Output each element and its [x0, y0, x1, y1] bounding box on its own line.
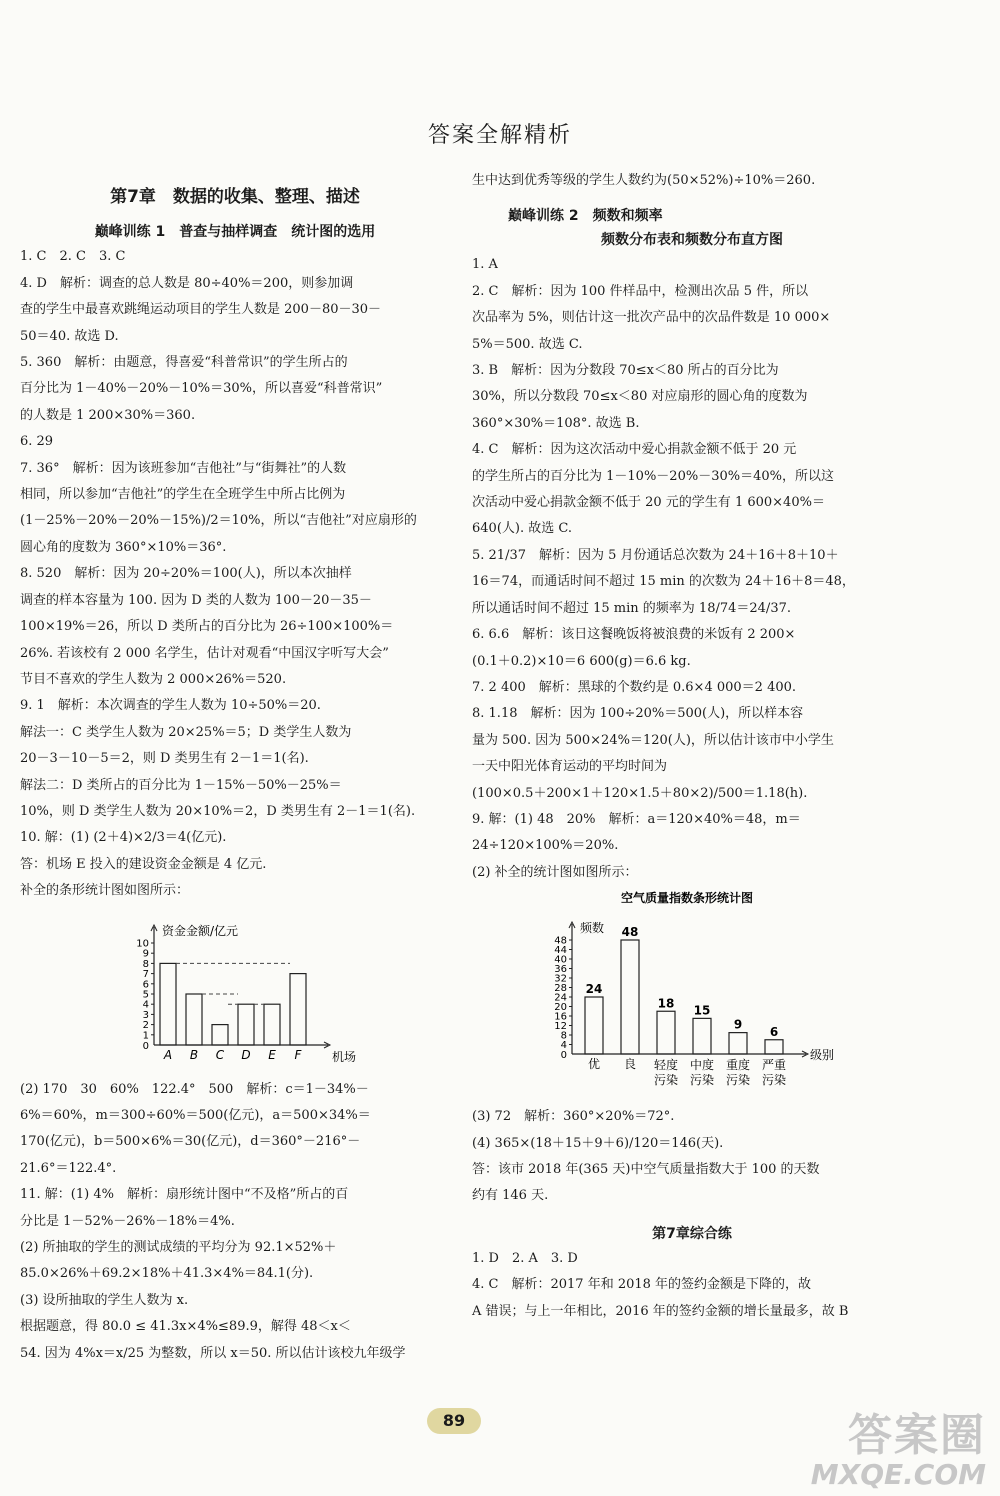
section-heading-2: 巅峰训练 2 频数和频率 [508, 208, 663, 225]
y-tick-label: 36 [554, 964, 567, 976]
y-tick-label: 8 [142, 958, 149, 970]
answer-line: 9. 1 解析：本次调查的学生人数为 10÷50%＝20. [20, 698, 321, 714]
answer-line: 21.6°＝122.4°. [20, 1160, 117, 1176]
y-tick-label: 2 [142, 1019, 149, 1031]
right-column [472, 168, 912, 1325]
answer-line: 约有 146 天. [472, 1188, 549, 1204]
right-end-lines [472, 1246, 912, 1325]
answer-line: 1. D 2. A 3. D [472, 1250, 578, 1266]
answer-line: 20－3－10－5＝2，则 D 类男生有 2－1＝1(名). [20, 751, 309, 767]
right-answer-lines-after [472, 1104, 912, 1210]
answer-line: 360°×30%＝108°. 故选 B. [472, 415, 640, 431]
answer-line: 6. 6.6 解析：该日这餐晚饭将被浪费的米饭有 2 200× [472, 627, 796, 643]
y-tick-label: 44 [554, 945, 567, 957]
answer-line: 的人数是 1 200×30%＝360. [20, 407, 196, 423]
answer-line: 分比是 1－52%－26%－18%＝4%. [20, 1213, 235, 1229]
y-tick-label: 10 [136, 938, 149, 950]
data-label: 24 [585, 982, 603, 997]
x-tick-label: 污染 [725, 1073, 751, 1088]
watermark-line1: 答案圈 [848, 1410, 986, 1461]
answer-line: 量为 500. 因为 500×24%＝120(人)，所以估计该市中小学生 [472, 732, 834, 748]
answer-line: 节目不喜欢的学生人数为 2 000×26%＝520. [20, 671, 287, 687]
y-tick-label: 3 [142, 1009, 149, 1021]
answer-line: 30%，所以分数段 70≤x＜80 对应扇形的圆心角的度数为 [472, 389, 808, 405]
answer-line: 2. C 解析：因为 100 件样品中，检测出次品 5 件，所以 [472, 283, 809, 299]
chart-title: 空气质量指数条形统计图 [620, 891, 754, 906]
right-top-lines [472, 168, 912, 194]
watermark-logo [811, 1412, 986, 1490]
x-tick-label: F [294, 1047, 302, 1062]
x-axis-label: 机场 [332, 1049, 357, 1064]
data-label: 9 [733, 1017, 743, 1032]
answer-line: 7. 2 400 解析：黑球的个数约是 0.6×4 000＝2 400. [472, 679, 797, 695]
answer-line: (100×0.5＋200×1＋120×1.5＋80×2)/500＝1.18(h). [472, 785, 808, 801]
answer-line: 3. B 解析：因为分数段 70≤x＜80 所占的百分比为 [472, 363, 779, 379]
answer-line: 调查的样本容量为 100. 因为 D 类的人数为 100－20－35－ [20, 592, 372, 608]
answer-line: 9. 解：(1) 48 20% 解析：a＝120×40%＝48，m＝ [472, 811, 801, 827]
bar [290, 973, 306, 1044]
answer-line: (3) 72 解析：360°×20%＝72°. [472, 1109, 675, 1125]
x-tick-label: 优 [587, 1057, 601, 1072]
answer-line: 10%，则 D 类学生人数为 20×10%＝2，D 类男生有 2－1＝1(名). [20, 803, 416, 819]
x-tick-label: 中度 [689, 1058, 715, 1073]
x-tick-label: 污染 [653, 1073, 679, 1088]
answer-line: 1. A [472, 257, 498, 273]
bar [729, 1033, 747, 1054]
answer-line: 5%＝500. 故选 C. [472, 336, 583, 352]
bar [657, 1011, 675, 1054]
bar [238, 1004, 254, 1045]
answer-line: 1. C 2. C 3. C [20, 249, 126, 265]
answer-line: 5. 21/37 解析：因为 5 月份通话总次数为 24＋16＋8＋10＋ [472, 547, 839, 563]
y-tick-label: 4 [560, 1040, 567, 1052]
answer-line: 生中达到优秀等级的学生人数约为(50×52%)÷10%＝260. [472, 173, 816, 188]
x-tick-label: A [163, 1047, 173, 1062]
y-tick-label: 40 [554, 954, 567, 966]
x-tick-label: 轻度 [653, 1058, 679, 1073]
answer-line: 次品率为 5%，则估计这一批次产品中的次品件数是 10 000× [472, 310, 831, 326]
answer-line: (3) 设所抽取的学生人数为 x. [20, 1292, 189, 1308]
answer-line: (2) 所抽取的学生的测试成绩的平均分为 92.1×52%＋ [20, 1240, 337, 1255]
answer-line: 16＝74，而通话时间不超过 15 min 的次数为 24＋16＋8＝48， [472, 574, 855, 590]
bar [160, 963, 176, 1045]
answer-line: 所以通话时间不超过 15 min 的频率为 18/74＝24/37. [472, 600, 791, 616]
bar [693, 1019, 711, 1055]
answer-line: 6. 29 [20, 434, 54, 450]
y-tick-label: 7 [142, 968, 149, 980]
y-tick-label: 5 [142, 989, 149, 1001]
y-tick-label: 9 [142, 948, 149, 960]
answer-line: 54. 因为 4%x＝x/25 为整数，所以 x＝50. 所以估计该校九年级学 [20, 1345, 406, 1361]
answer-line: 100×19%＝26，所以 D 类所占的百分比为 26÷100×100%＝ [20, 619, 394, 635]
page-title: 答案全解精析 [427, 123, 572, 148]
bar [212, 1024, 228, 1044]
answer-line: 640(人). 故选 C. [472, 521, 572, 537]
answer-line: 4. D 解析：调查的总人数是 80÷40%＝200，则参加调 [20, 275, 354, 291]
answer-line: 次活动中爱心捐款金额不低于 20 元的学生有 1 600×40%＝ [472, 495, 825, 511]
answer-line: 解法二：D 类所占的百分比为 1－15%－50%－25%＝ [20, 777, 342, 793]
answer-line: 查的学生中最喜欢跳绳运动项目的学生人数是 200－80－30－ [20, 302, 382, 318]
answer-line: 85.0×26%＋69.2×18%＋41.3×4%＝84.1(分). [20, 1266, 314, 1282]
answer-line: 圆心角的度数为 360°×10%＝36°. [20, 539, 227, 555]
x-tick-label: 严重 [761, 1058, 787, 1073]
x-tick-label: 良 [623, 1057, 637, 1072]
y-tick-label: 1 [142, 1029, 149, 1041]
bar [621, 940, 639, 1054]
answer-line: 11. 解：(1) 4% 解析：扇形统计图中“不及格”所占的百 [20, 1187, 349, 1203]
x-tick-label: 重度 [725, 1058, 751, 1073]
answer-line: 的学生所占的百分比为 1－10%－20%－30%＝40%，所以这 [472, 468, 834, 484]
section-heading-2-sub: 频数分布表和频数分布直方图 [601, 232, 783, 249]
bar [186, 994, 202, 1045]
answer-line: 7. 36° 解析：因为该班参加“吉他社”与“街舞社”的人数 [20, 460, 347, 476]
y-axis-label: 资金金额/亿元 [162, 923, 239, 938]
y-tick-label: 24 [554, 992, 567, 1004]
y-tick-label: 48 [554, 935, 567, 947]
y-axis-label: 频数 [580, 921, 605, 936]
y-tick-label: 8 [560, 1030, 567, 1042]
answer-line: 10. 解：(1) (2＋4)×2/3＝4(亿元). [20, 830, 227, 846]
data-label: 18 [657, 996, 675, 1011]
answer-line: 答：机场 E 投入的建设资金金额是 4 亿元. [20, 856, 267, 872]
y-tick-label: 12 [554, 1021, 567, 1033]
answer-line: 答：该市 2018 年(365 天)中空气质量指数大于 100 的天数 [472, 1161, 820, 1177]
x-tick-label: 污染 [689, 1073, 715, 1088]
answer-line: 补全的条形统计图如图所示： [20, 883, 190, 899]
answer-line: (2) 补全的统计图如图所示： [472, 864, 638, 880]
answer-line: 26%. 若该校有 2 000 名学生，估计对观看“中国汉字听写大会” [20, 645, 389, 661]
answer-line: (4) 365×(18＋15＋9＋6)/120＝146(天). [472, 1135, 724, 1151]
origin-label: 0 [142, 1040, 149, 1052]
right-answer-lines [472, 252, 912, 886]
answer-line: (1－25%－20%－20%－15%)/2＝10%，所以“吉他社”对应扇形的 [20, 513, 417, 529]
data-label: 48 [621, 925, 639, 940]
y-tick-label: 20 [554, 1002, 567, 1014]
x-tick-label: 污染 [761, 1073, 787, 1088]
answer-line: (2) 170 30 60% 122.4° 500 解析：c＝1－34%－ [20, 1081, 369, 1097]
answer-line: 百分比为 1－40%－20%－10%＝30%，所以喜爱“科普常识” [20, 381, 383, 397]
x-tick-label: E [268, 1047, 276, 1062]
answer-line: 一天中阳光体育运动的平均时间为 [472, 759, 668, 775]
data-label: 15 [693, 1003, 711, 1018]
y-tick-label: 4 [142, 999, 149, 1011]
x-tick-label: D [241, 1047, 251, 1062]
watermark-line2: MXQE.COM [810, 1458, 986, 1491]
left-answer-lines-after [20, 1077, 450, 1367]
funding-bar-chart [110, 913, 357, 1073]
section-heading-3: 第7章综合练 [652, 1225, 732, 1242]
page-number: 89 [427, 1408, 481, 1434]
answer-line: 4. C 解析：2017 年和 2018 年的签约金额是下降的，故 [472, 1277, 812, 1293]
answer-line: 相同，所以参加“吉他社”的学生在全班学生中所占比例为 [20, 487, 346, 503]
origin-label: 0 [560, 1050, 567, 1062]
y-tick-label: 28 [554, 983, 567, 995]
y-tick-label: 32 [554, 973, 567, 985]
bar [264, 1004, 280, 1045]
answer-line: 24÷120×100%＝20%. [472, 838, 619, 854]
answer-line: 50＝40. 故选 D. [20, 328, 119, 344]
y-tick-label: 6 [142, 978, 149, 990]
left-column [20, 180, 450, 1367]
answer-line: 170(亿元)，b＝500×6%＝30(亿元)，d＝360°－216°－ [20, 1134, 361, 1150]
answer-line: A 错误；与上一年相比，2016 年的签约金额的增长量最多，故 B [472, 1303, 849, 1319]
chapter-heading: 第7章 数据的收集、整理、描述 [110, 187, 360, 207]
data-label: 6 [769, 1024, 779, 1039]
left-answer-lines [20, 244, 450, 904]
answer-line: 4. C 解析：因为这次活动中爱心捐款金额不低于 20 元 [472, 442, 797, 458]
answer-line: 解法一：C 类学生人数为 20×25%＝5；D 类学生人数为 [20, 724, 352, 740]
bar [585, 997, 603, 1054]
y-tick-label: 16 [554, 1011, 567, 1023]
air-quality-bar-chart [532, 890, 842, 1100]
answer-line: 根据题意，得 80.0 ≤ 41.3x×4%≤89.9，解得 48＜x＜ [20, 1319, 351, 1335]
answer-line: 8. 1.18 解析：因为 100÷20%＝500(人)，所以样本容 [472, 706, 804, 722]
answer-line: 5. 360 解析：由题意，得喜爱“科普常识”的学生所占的 [20, 355, 348, 371]
x-axis-label: 级别 [810, 1048, 835, 1063]
section-heading-1: 巅峰训练 1 普查与抽样调查 统计图的选用 [94, 224, 376, 241]
answer-line: 6%＝60%，m＝300÷60%＝500(亿元)，a＝500×34%＝ [20, 1107, 371, 1123]
x-tick-label: B [189, 1047, 199, 1062]
x-tick-label: C [215, 1047, 225, 1062]
answer-line: (0.1＋0.2)×10＝6 600(g)＝6.6 kg. [472, 653, 691, 669]
bar [765, 1040, 783, 1054]
answer-line: 8. 520 解析：因为 20÷20%＝100(人)，所以本次抽样 [20, 566, 352, 582]
